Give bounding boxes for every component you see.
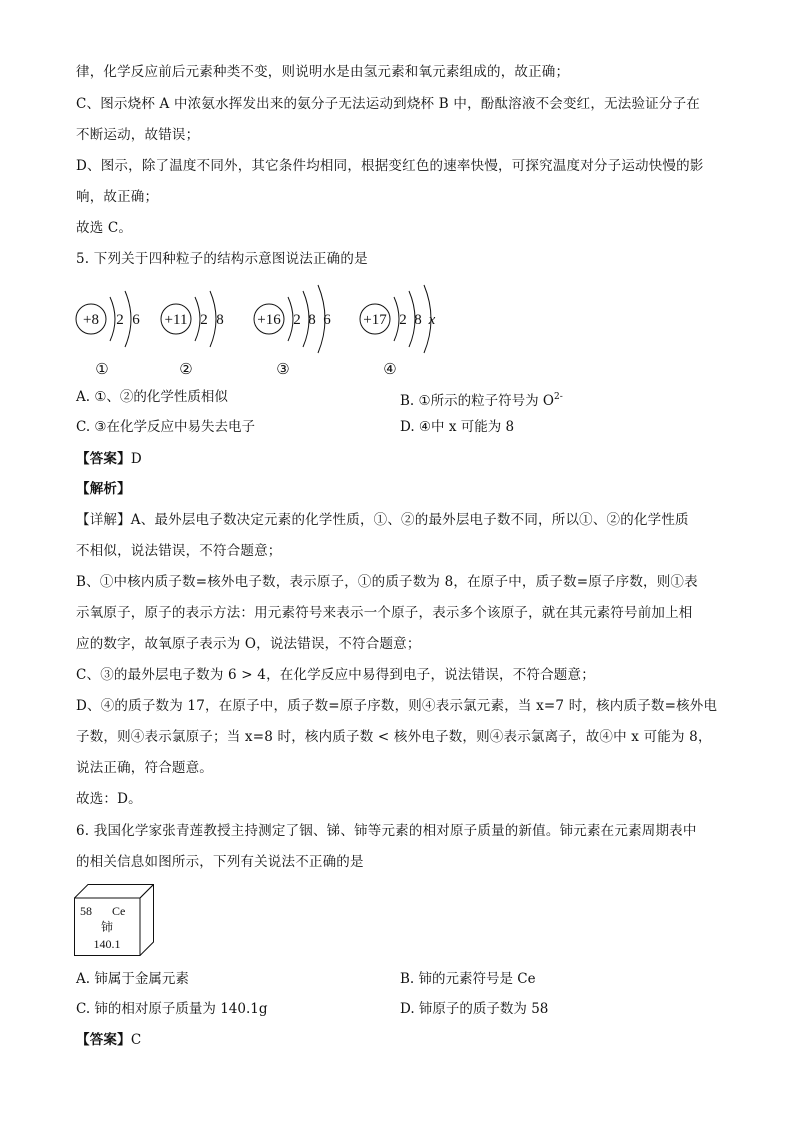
q6-option-d: D. 铈原子的质子数为 58 [400,1001,549,1017]
q6-option-c: C. 铈的相对原子质量为 140.1g [76,1001,268,1017]
element-name: 铈 [100,920,114,934]
particle-3 [254,285,331,378]
text-line: D、④的质子数为 17，在原子中，质子数=原子序数，则④表示氯元素，当 x=7 时，核内质子数=核外电 [76,698,718,714]
answer-6 [76,1031,141,1049]
element-symbol: Ce [112,904,126,918]
analysis-heading: 【解析】 [76,481,131,497]
particle-label: ② [179,362,193,378]
text-line: 说法正确，符合题意。 [76,760,213,776]
text-line: 不断运动，故错误； [76,127,200,143]
text-line: C、图示烧杯 A 中浓氨水挥发出来的氨分子无法运动到烧杯 B 中，酚酞溶液不会变红，无法验证分子在 [76,96,700,112]
text-line: 【详解】A、最外层电子数决定元素的化学性质，①、②的最外层电子数不同，所以①、②的化学性质 [76,512,689,528]
q6-option-a: A. 铈属于金属元素 [76,971,189,987]
nucleus-charge: +11 [164,312,188,328]
shell-electrons: 8 [414,312,422,328]
text-line: 示氧原子，原子的表示方法：用元素符号来表示一个原子，表示多个该原子，就在其元素符号前加上相 [76,605,693,621]
shell-electrons: 8 [308,312,316,328]
question-6-stem: 6. 我国化学家张青莲教授主持测定了铟、锑、铈等元素的相对原子质量的新值。铈元素在元素周期表中 [76,823,697,839]
particle-label: ④ [383,362,397,378]
shell-electrons: 2 [116,312,124,328]
shell-electrons: 8 [216,312,224,328]
text-line: C、③的最外层电子数为 6 > 4，在化学反应中易得到电子，说法错误，不符合题意； [76,667,595,683]
particle-structure-diagram [70,280,450,380]
text-line: B、①中核内质子数=核外电子数，表示原子，①的质子数为 8，在原子中，质子数=原子序数，则①表 [76,574,698,590]
text-line: 应的数字，故氧原子表示为 O，说法错误，不符合题意； [76,636,421,652]
nucleus-charge: +16 [257,312,281,328]
shell-electrons: x [428,312,436,328]
text-line: 子数，则④表示氯原子；当 x=8 时，核内质子数 < 核外电子数，则④表示氯离子，故④中 x 可能为 8， [76,729,712,745]
nucleus-charge: +8 [83,312,99,328]
answer-value: D [130,451,142,467]
q5-option-b-charge: 2- [553,392,563,402]
answer-value: C [130,1032,142,1048]
text-line: 不相似，说法错误，不符合题意； [76,543,282,559]
shell-electrons: 6 [132,312,140,328]
text-line: D、图示，除了温度不同外，其它条件均相同，根据变红色的速率快慢，可探究温度对分子运动快慢的影 [76,158,704,174]
particle-2 [161,291,224,378]
question-6-stem: 的相关信息如图所示，下列有关说法不正确的是 [76,854,364,870]
text-line: 响，故正确； [76,189,159,205]
answer-5 [76,450,142,468]
particle-label: ③ [276,362,290,378]
q5-option-d: D. ④中 x 可能为 8 [400,419,515,435]
text-line: 律，化学反应前后元素种类不变，则说明水是由氢元素和氧元素组成的，故正确； [76,64,570,80]
shell-electrons: 2 [399,312,407,328]
question-5-stem: 5. 下列关于四种粒子的结构示意图说法正确的是 [76,251,368,267]
q5-option-c: C. ③在化学反应中易失去电子 [76,419,256,435]
q5-option-b [400,388,563,410]
atomic-number: 58 [80,904,92,918]
text-line: 故选 C。 [76,220,133,236]
answer-label: 【答案】 [76,451,131,467]
particle-label: ① [95,362,109,378]
atomic-mass: 140.1 [93,937,121,951]
particle-4 [360,285,436,378]
nucleus-charge: +17 [363,312,387,328]
periodic-table-cell [74,884,154,956]
shell-electrons: 2 [200,312,208,328]
shell-electrons: 6 [323,312,331,328]
q5-option-a: A. ①、②的化学性质相似 [76,389,228,405]
answer-label: 【答案】 [76,1032,131,1048]
particle-1 [76,291,140,378]
q6-option-b: B. 铈的元素符号是 Ce [400,971,536,987]
text-line: 故选：D。 [76,791,142,807]
shell-electrons: 2 [293,312,301,328]
q5-option-b-text: B. ①所示的粒子符号为 O [400,393,554,409]
